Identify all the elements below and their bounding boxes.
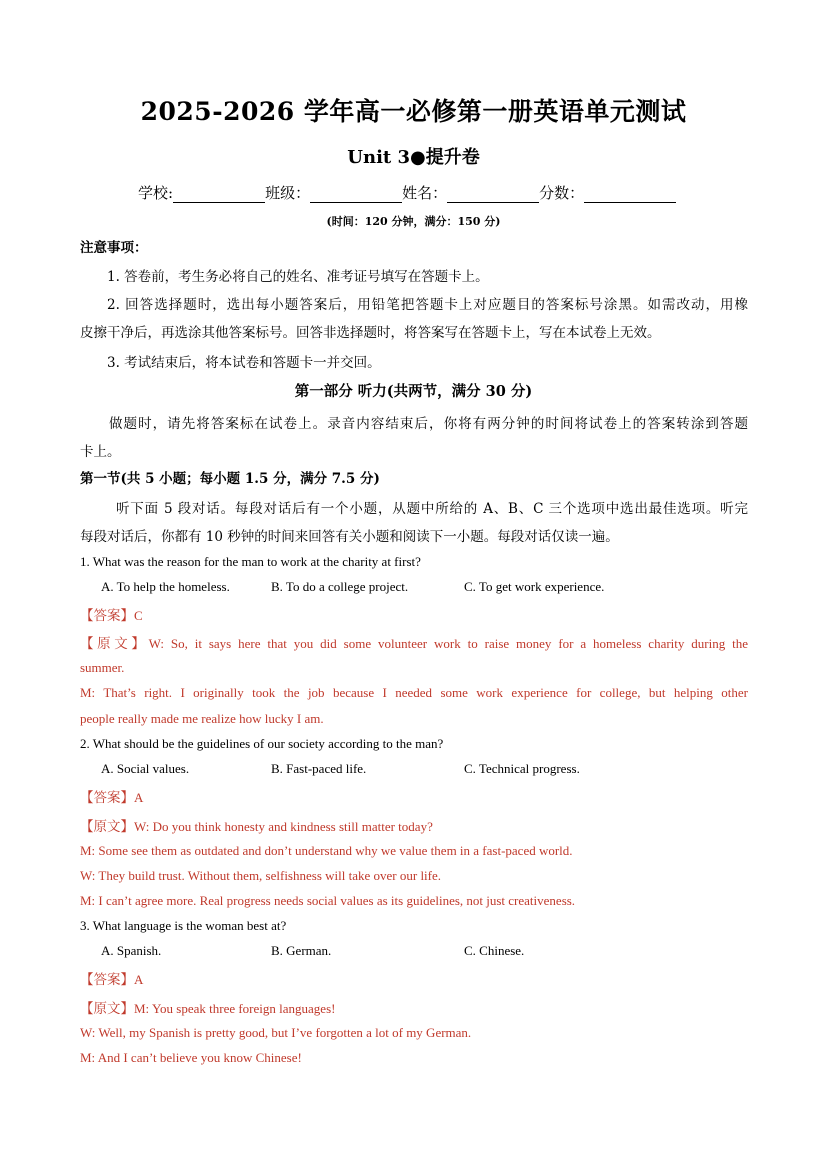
section1-instructions-line-1: 听下面 5 段对话。每段对话后有一个小题，从题中所给的 A、B、C 三个选项中选出最佳选项。听完 <box>116 501 748 517</box>
class-blank <box>310 186 402 203</box>
question-3-option-b: B. German. <box>271 943 332 958</box>
question-1-transcript-line-4: people really made me realize how lucky I am. <box>80 711 324 726</box>
part1-heading: 第一部分 听力(共两节，满分 30 分) <box>294 383 533 400</box>
score-label: 分数： <box>539 184 585 202</box>
notice-heading: 注意事项： <box>80 240 148 256</box>
question-2-transcript-line-2: M: Some see them as outdated and don’t understand why we value them in a fast-paced world. <box>80 843 573 858</box>
name-label: 姓名： <box>402 184 448 202</box>
original-label: 【原文】 <box>80 636 149 652</box>
question-2-transcript-line-3: W: They build trust. Without them, selfishness will take over our life. <box>80 868 442 883</box>
answer-value: A <box>134 972 144 987</box>
question-1-transcript-line-3: M: That’s right. I originally took the job because I needed some work experience for college, but helping other <box>80 685 748 700</box>
question-3-transcript-line-1 <box>80 997 335 1017</box>
question-2-transcript-line-1 <box>80 815 433 835</box>
time-note: (时间：120 分钟，满分：150 分) <box>326 215 501 228</box>
answer-value: A <box>134 790 144 805</box>
question-2-option-a: A. Social values. <box>101 761 190 776</box>
transcript-text: W: Do you think honesty and kindness still matter today? <box>134 819 433 834</box>
question-1-stem: 1. What was the reason for the man to work at the charity at first? <box>80 554 421 569</box>
part1-intro-line-2: 卡上。 <box>80 444 121 460</box>
page-subtitle: Unit 3●提升卷 <box>347 147 480 168</box>
original-label: 【原文】 <box>80 1001 134 1017</box>
transcript-text: W: So, it says here that you did some volunteer work to raise money for a homeless charity during the <box>148 636 749 651</box>
notice-item-2-line-2: 皮擦干净后，再选涂其他答案标号。回答非选择题时，将答案写在答题卡上，写在本试卷上无效。 <box>80 325 661 341</box>
question-2-stem: 2. What should be the guidelines of our society according to the man? <box>80 736 444 751</box>
question-3-option-c: C. Chinese. <box>464 943 525 958</box>
notice-item-1: 1. 答卷前，考生务必将自己的姓名、准考证号填写在答题卡上。 <box>107 269 489 285</box>
question-1-option-c: C. To get work experience. <box>464 579 605 594</box>
page-title: 2025-2026 学年高一必修第一册英语单元测试 <box>140 97 687 126</box>
question-2-option-b: B. Fast-paced life. <box>271 761 367 776</box>
section1-instructions-line-2: 每段对话后，你都有 10 秒钟的时间来回答有关小题和阅读下一小题。每段对话仅读一遍。 <box>80 529 619 545</box>
section1-heading: 第一节(共 5 小题；每小题 1.5 分，满分 7.5 分) <box>80 471 380 487</box>
answer-label: 【答案】 <box>80 608 134 624</box>
class-label: 班级： <box>265 184 311 202</box>
question-1-option-b: B. To do a college project. <box>271 579 409 594</box>
original-label: 【原文】 <box>80 819 134 835</box>
question-3-stem: 3. What language is the woman best at? <box>80 918 287 933</box>
question-1-option-a: A. To help the homeless. <box>101 579 230 594</box>
question-1-transcript-line-2: summer. <box>80 660 125 675</box>
school-blank <box>173 186 265 203</box>
question-3-transcript-line-2: W: Well, my Spanish is pretty good, but I’ve forgotten a lot of my German. <box>80 1025 472 1040</box>
answer-label: 【答案】 <box>80 790 134 806</box>
question-3-answer <box>80 968 143 988</box>
answer-label: 【答案】 <box>80 972 134 988</box>
question-2-option-c: C. Technical progress. <box>464 761 580 776</box>
answer-value: C <box>134 608 143 623</box>
name-blank <box>447 186 539 203</box>
question-2-transcript-line-4: M: I can’t agree more. Real progress needs social values as its guidelines, not just creativeness. <box>80 893 576 908</box>
notice-item-2-line-1: 2. 回答选择题时，选出每小题答案后，用铅笔把答题卡上对应题目的答案标号涂黑。如需改动，用橡 <box>107 297 748 313</box>
question-2-answer <box>80 786 143 806</box>
question-3-transcript-line-3: M: And I can’t believe you know Chinese! <box>80 1050 302 1065</box>
transcript-text: M: You speak three foreign languages! <box>134 1001 336 1016</box>
question-1-transcript-line-1 <box>80 632 748 652</box>
school-label: 学校: <box>138 184 174 202</box>
notice-item-3: 3. 考试结束后，将本试卷和答题卡一并交回。 <box>107 355 381 371</box>
student-info-row <box>138 182 676 203</box>
question-3-option-a: A. Spanish. <box>101 943 162 958</box>
part1-intro-line-1: 做题时，请先将答案标在试卷上。录音内容结束后，你将有两分钟的时间将试卷上的答案转涂到答题 <box>109 416 748 432</box>
score-blank <box>584 186 676 203</box>
question-1-answer <box>80 604 143 624</box>
